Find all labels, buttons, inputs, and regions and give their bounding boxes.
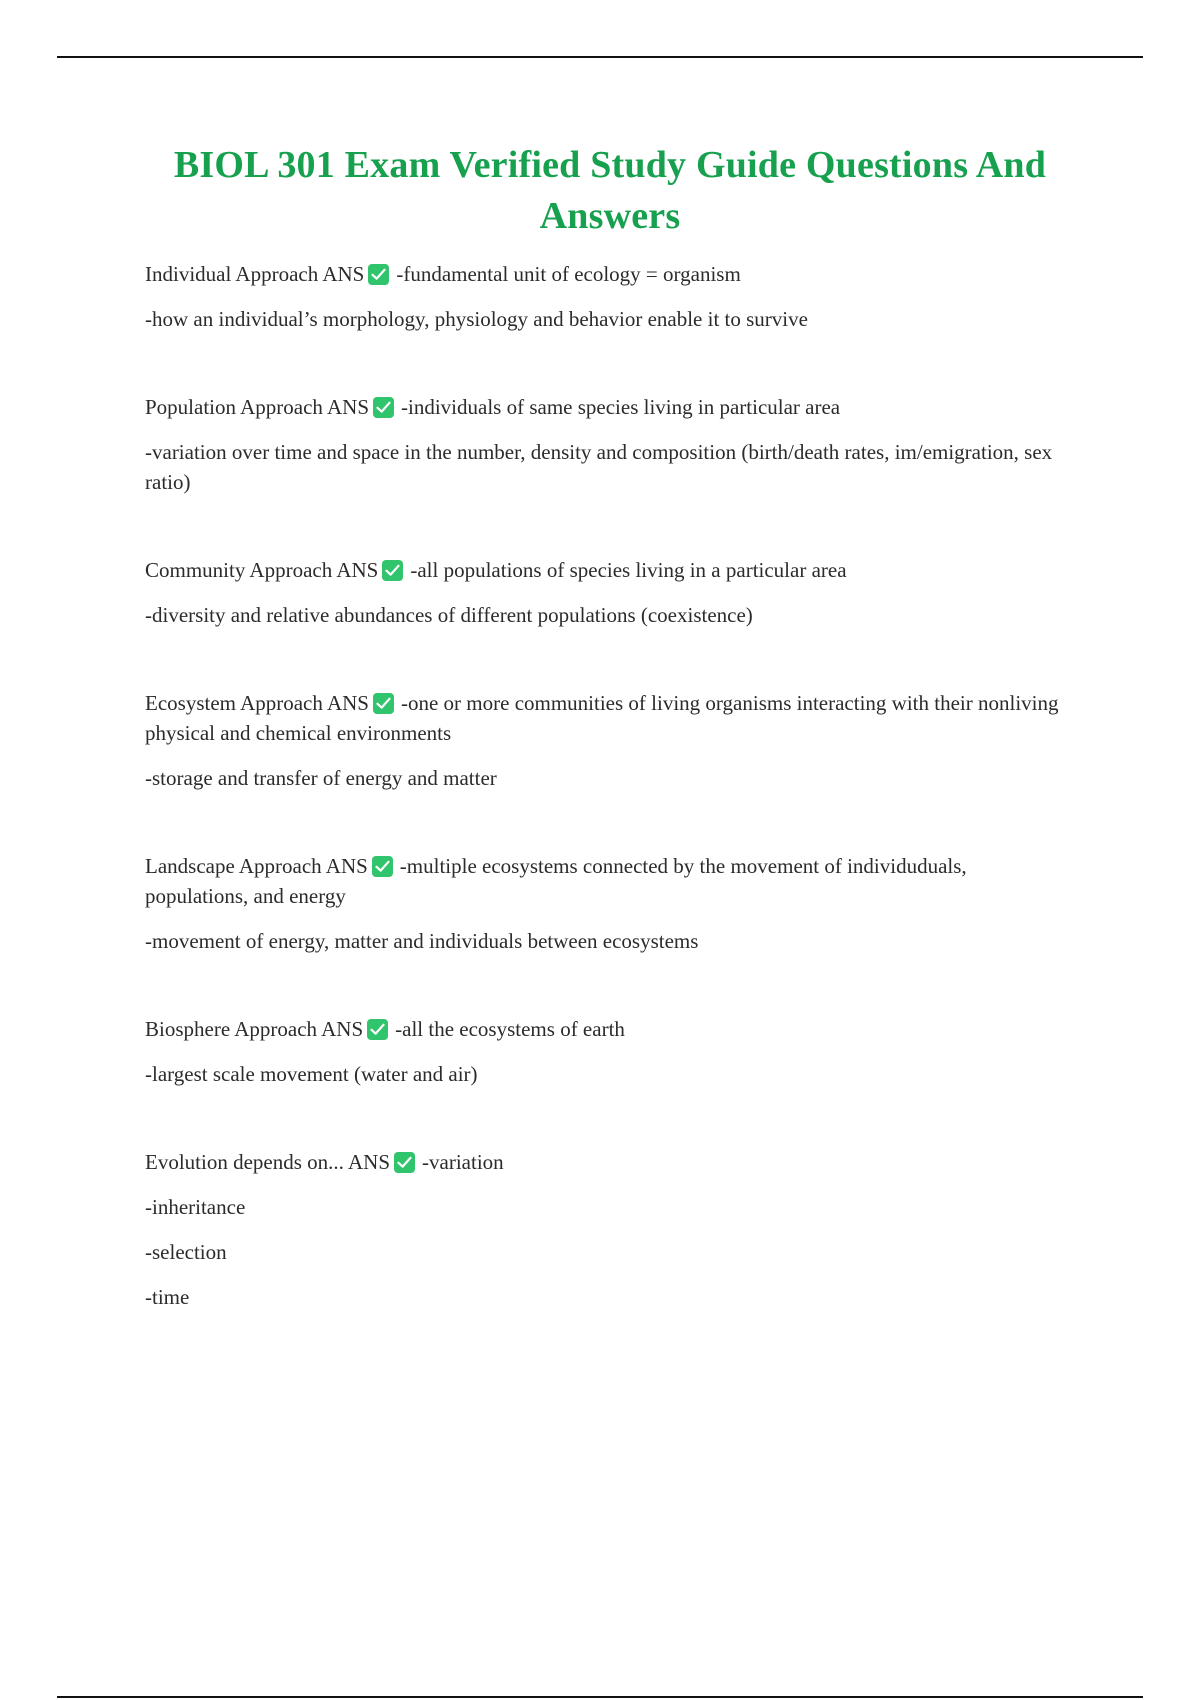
check-box-icon xyxy=(368,264,389,285)
qa-entry xyxy=(145,555,1075,630)
question-term: Evolution depends on... xyxy=(145,1150,344,1174)
answer-detail: -selection xyxy=(145,1240,227,1264)
answer-text: -multiple ecosystems connected by the movement of individuduals, populations, and energy xyxy=(145,854,967,908)
answer-text: -one or more communities of living organisms interacting with their nonliving physical and chemical environments xyxy=(145,691,1059,745)
qa-list xyxy=(145,259,1075,1312)
check-box-icon xyxy=(382,560,403,581)
answer-detail: -largest scale movement (water and air) xyxy=(145,1062,478,1086)
question-term: Landscape Approach xyxy=(145,854,322,878)
qa-entry xyxy=(145,851,1075,956)
answer-detail: -variation over time and space in the number, density and composition (birth/death rates, im/emigration, sex ratio) xyxy=(145,440,1053,494)
document-title: BIOL 301 Exam Verified Study Guide Questions And Answers xyxy=(173,144,1047,237)
qa-entry xyxy=(145,1147,1075,1312)
answer-marker: ANS xyxy=(327,395,370,419)
question-term: Community Approach xyxy=(145,558,333,582)
qa-entry xyxy=(145,392,1075,497)
answer-text: -individuals of same species living in particular area xyxy=(401,395,841,419)
answer-marker: ANS xyxy=(348,1150,391,1174)
top-rule xyxy=(57,56,1143,58)
question-line xyxy=(145,555,1075,585)
question-term: Biosphere Approach xyxy=(145,1017,318,1041)
question-line xyxy=(145,1147,1075,1177)
check-box-icon xyxy=(367,1019,388,1040)
question-term: Ecosystem Approach xyxy=(145,691,323,715)
qa-entry xyxy=(145,259,1075,334)
answer-text: -all populations of species living in a particular area xyxy=(410,558,847,582)
qa-entry xyxy=(145,1014,1075,1089)
check-box-icon xyxy=(372,856,393,877)
question-term: Individual Approach xyxy=(145,262,319,286)
bottom-rule xyxy=(57,1696,1143,1698)
question-line xyxy=(145,851,1075,911)
answer-marker: ANS xyxy=(322,262,365,286)
answer-detail: -movement of energy, matter and individuals between ecosystems xyxy=(145,929,699,953)
answer-marker: ANS xyxy=(321,1017,364,1041)
question-line xyxy=(145,392,1075,422)
answer-detail: -diversity and relative abundances of different populations (coexistence) xyxy=(145,603,753,627)
qa-entry xyxy=(145,688,1075,793)
answer-text: -all the ecosystems of earth xyxy=(395,1017,625,1041)
question-line xyxy=(145,259,1075,289)
check-box-icon xyxy=(373,693,394,714)
answer-marker: ANS xyxy=(336,558,379,582)
answer-text: -variation xyxy=(422,1150,504,1174)
answer-detail: -time xyxy=(145,1285,190,1309)
question-term: Population Approach xyxy=(145,395,323,419)
answer-detail: -how an individual’s morphology, physiology and behavior enable it to survive xyxy=(145,307,808,331)
question-line xyxy=(145,1014,1075,1044)
answer-marker: ANS xyxy=(326,691,369,715)
check-box-icon xyxy=(373,397,394,418)
check-box-icon xyxy=(394,1152,415,1173)
answer-text: -fundamental unit of ecology = organism xyxy=(396,262,741,286)
answer-detail: -inheritance xyxy=(145,1195,246,1219)
question-line xyxy=(145,688,1075,748)
answer-detail: -storage and transfer of energy and matter xyxy=(145,766,497,790)
answer-marker: ANS xyxy=(325,854,368,878)
document-page xyxy=(145,140,1075,1370)
